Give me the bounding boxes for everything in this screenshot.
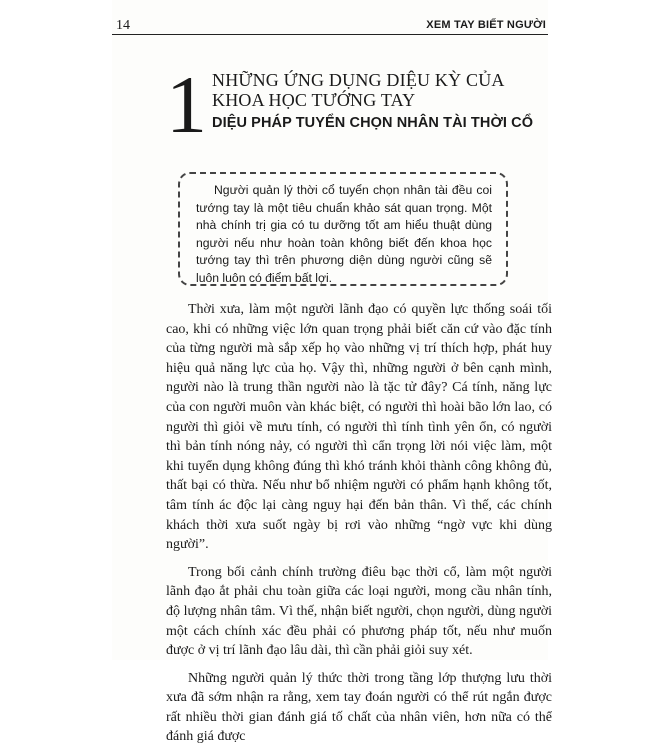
- page-number: 14: [116, 18, 130, 33]
- book-page: [112, 0, 552, 745]
- paragraph: Thời xưa, làm một người lãnh đạo có quyền lực thống soái tối cao, khi có những việc lớn quan trọng phải biết căn cứ vào đặc tính của từng người mà sắp xếp họ vào những vị trí thích hợp, phát huy hiệu quả năng lực của họ. Vậy thì, những người ở bên cạnh mình, người nào là trung thần người nào là tặc tử đây? Cá tính, năng lực của con người muôn vàn khác biệt, có người thì hoài bão lớn lao, có người thì giỏi về mưu tính, có người thì tính tình yên ổn, có người thì bản tính nóng nảy, có người thì cẩn trọng lời nói việc làm, một khi tuyển dụng không đúng thì khó tránh khỏi thành công không đủ, thất bại có thừa. Nếu như bổ nhiệm người có phẩm hạnh không tốt, tâm tính ác độc lại càng nguy hại đến bản thân. Vì thế, các chính khách thời xưa suốt ngày bị rơi vào những “ngờ vực khi dùng người”.: [166, 302, 552, 553]
- paragraph: Trong bối cảnh chính trường điêu bạc thời cổ, làm một người lãnh đạo ắt phải chu toàn giữa các loại người, mong cầu nhân tính, độ lượng nhân tâm. Vì thế, nhận biết người, chọn người, dùng người một cách chính xác đều phải có phương pháp tốt, nếu như muốn được ở vị trí lãnh đạo lâu dài, thì cần phải giỏi suy xét.: [166, 564, 552, 659]
- body-text: [166, 300, 552, 755]
- chapter-number: 1: [166, 59, 207, 150]
- running-title: XEM TAY BIẾT NGƯỜI: [426, 19, 546, 31]
- callout-text: Người quản lý thời cổ tuyển chọn nhân tài đều coi tướng tay là một tiêu chuẩn khảo sát quan trọng. Một nhà chính trị gia có tu dưỡng tốt am hiểu thuật dùng người nếu như hoàn toàn không biết đến khoa học tướng tay thì trên phương diện dùng người cũng sẽ luôn luôn có điểm bất lợi.: [196, 183, 492, 285]
- chapter-title: NHỮNG ỨNG DỤNG DIỆU KỲ CỦA KHOA HỌC TƯỚNG TAY: [212, 70, 504, 110]
- page-header: [112, 14, 548, 35]
- paragraph: Những người quản lý thức thời trong tầng lớp thượng lưu thời xưa đã sớm nhận ra rằng, xem tay đoán người có thể rút ngắn được rất nhiều thời gian đánh giá tố chất của nhân viên, hơn nữa có thể đánh giá được: [166, 670, 552, 745]
- callout-box: [178, 172, 508, 286]
- chapter-subtitle: DIỆU PHÁP TUYỂN CHỌN NHÂN TÀI THỜI CỔ: [212, 115, 534, 131]
